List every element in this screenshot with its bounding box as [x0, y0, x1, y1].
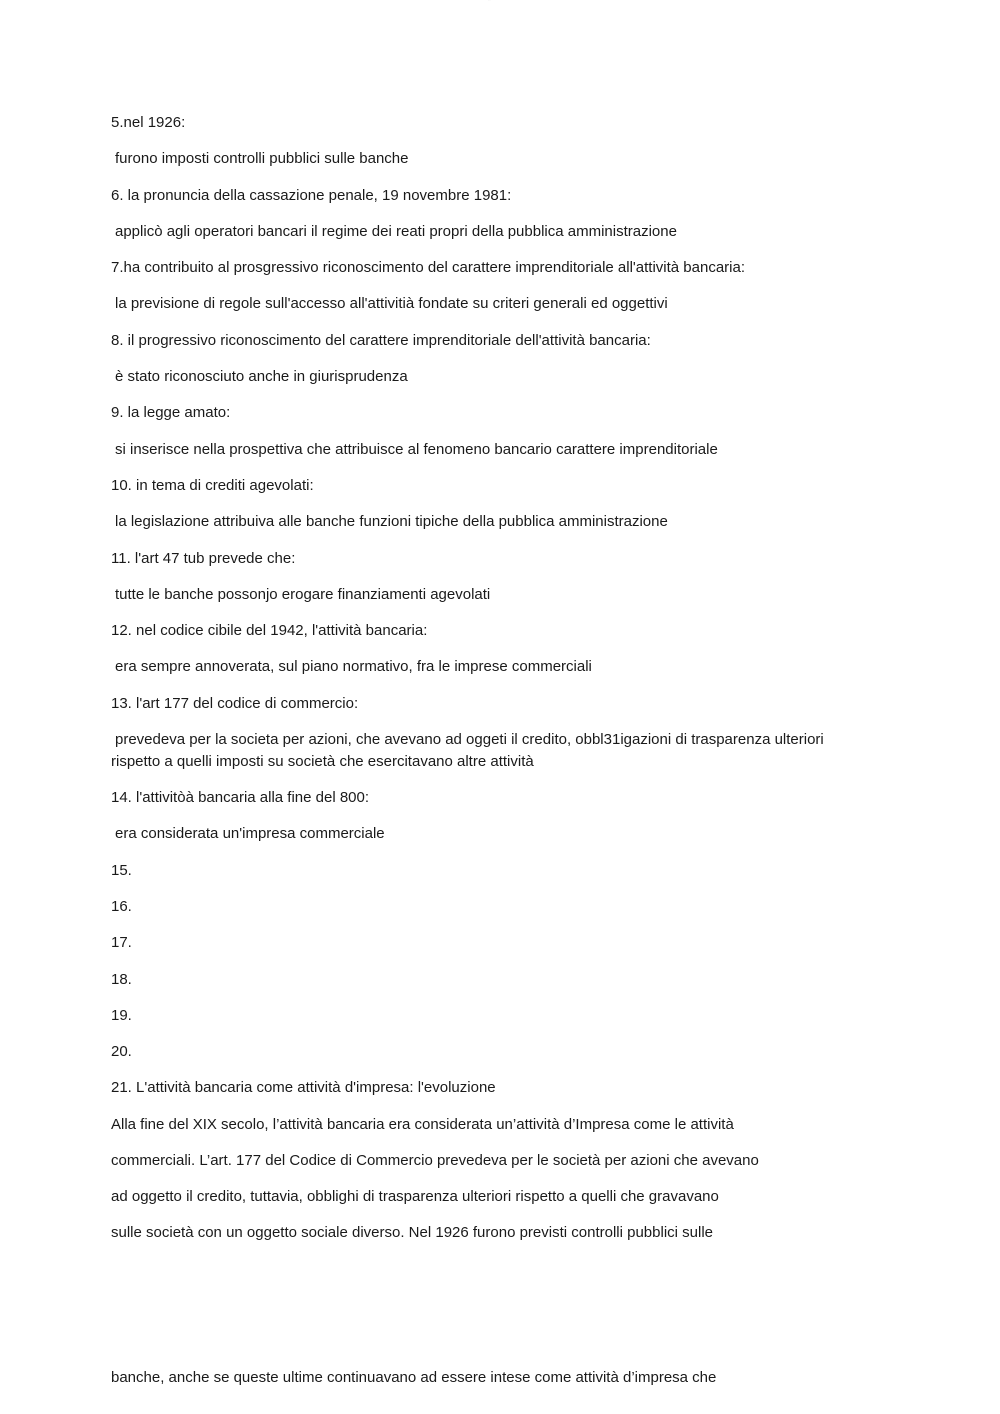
answer-12: era sempre annoverata, sul piano normativo, fra le imprese commerciali — [115, 658, 592, 676]
answer-6: applicò agli operatori bancari il regime dei reati propri della pubblica amministrazione — [115, 222, 677, 240]
answer-9: si inserisce nella prospettiva che attribuisce al fenomeno bancario carattere imprenditoriale — [115, 440, 718, 458]
answer-13 — [111, 731, 901, 771]
question-7: 7.ha contribuito al prosgressivo riconoscimento del carattere imprenditoriale all'attività bancaria: — [111, 259, 746, 277]
paragraph-line: Alla fine del XIX secolo, l’attività bancaria era considerata un’attività d’Impresa come le attività — [111, 1115, 734, 1133]
paragraph-line: sulle società con un oggetto sociale diverso. Nel 1926 furono previsti controlli pubblici sulle — [111, 1224, 714, 1242]
item-18: 18. — [111, 970, 132, 988]
question-8: 8. il progressivo riconoscimento del carattere imprenditoriale dell'attività bancaria: — [111, 331, 651, 349]
question-6: 6. la pronuncia della cassazione penale, 19 novembre 1981: — [111, 186, 512, 204]
answer-5: furono imposti controlli pubblici sulle banche — [115, 150, 409, 168]
page-header-mark: ···· — [488, 0, 491, 2]
paragraph-line: commerciali. L’art. 177 del Codice di Commercio prevedeva per le società per azioni che avevano — [111, 1151, 759, 1169]
item-16: 16. — [111, 897, 132, 915]
page-bottom-line: banche, anche se queste ultime continuavano ad essere intese come attività d’impresa che — [111, 1369, 717, 1386]
paragraph-21 — [111, 1116, 901, 1243]
question-10: 10. in tema di crediti agevolati: — [111, 476, 314, 494]
answer-7: la previsione di regole sull'accesso all'attivitià fondate su criteri generali ed oggettivi — [115, 295, 668, 313]
item-19: 19. — [111, 1006, 132, 1024]
answer-14: era considerata un'impresa commerciale — [115, 825, 385, 843]
answer-13-line-1: prevedeva per la societa per azioni, che avevano ad oggeti il credito, obbl31igazioni di trasparenza ulteriori — [115, 731, 824, 749]
document-body — [111, 114, 901, 1260]
item-17: 17. — [111, 934, 132, 952]
question-12: 12. nel codice cibile del 1942, l'attività bancaria: — [111, 622, 428, 640]
section-title-21: 21. L'attività bancaria come attività d'impresa: l'evoluzione — [111, 1079, 496, 1097]
item-20: 20. — [111, 1043, 132, 1061]
question-14: 14. l'attivitòà bancaria alla fine del 800: — [111, 789, 370, 807]
question-13: 13. l'art 177 del codice di commercio: — [111, 694, 359, 712]
paragraph-line: ad oggetto il credito, tuttavia, obblighi di trasparenza ulteriori rispetto a quelli che gravavano — [111, 1188, 719, 1206]
question-5: 5.nel 1926: — [111, 114, 186, 131]
answer-10: la legislazione attribuiva alle banche funzioni tipiche della pubblica amministrazione — [115, 513, 668, 531]
item-15: 15. — [111, 861, 132, 879]
answer-11: tutte le banche possonjo erogare finanziamenti agevolati — [115, 585, 491, 603]
question-9: 9. la legge amato: — [111, 404, 231, 422]
question-11: 11. l'art 47 tub prevede che: — [111, 549, 296, 567]
answer-13-line-2: rispetto a quelli imposti su società che esercitavano altre attività — [111, 753, 534, 771]
answer-8: è stato riconosciuto anche in giurisprudenza — [115, 368, 408, 386]
